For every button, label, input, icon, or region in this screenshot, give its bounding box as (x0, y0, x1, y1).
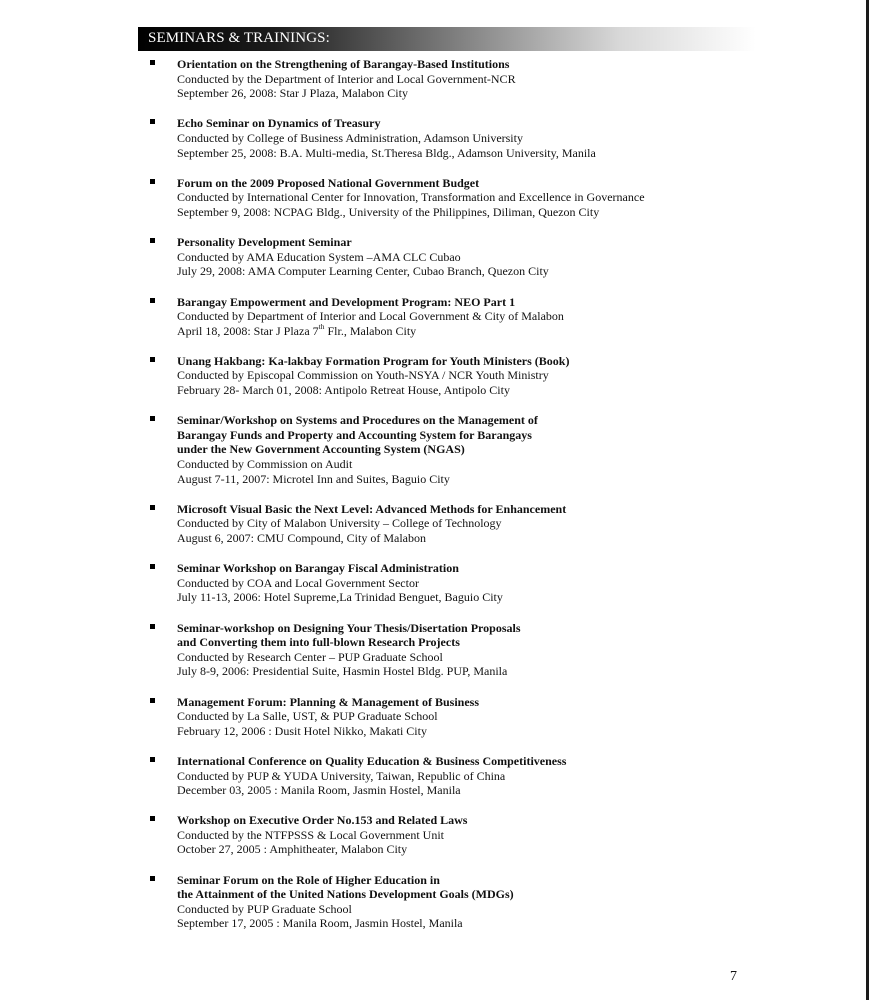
list-item (0, 873, 860, 931)
bullet-icon (150, 816, 155, 821)
list-item (0, 695, 860, 739)
bullet-icon (150, 119, 155, 124)
list-item (0, 57, 860, 101)
entry-conducted-by: Conducted by College of Business Administration, Adamson University (177, 130, 523, 145)
entry-title: Seminar Workshop on Barangay Fiscal Administration (177, 561, 459, 576)
entry-title: Seminar/Workshop on Systems and Procedures on the Management of (177, 413, 538, 428)
entry-date-venue: February 28- March 01, 2008: Antipolo Retreat House, Antipolo City (177, 383, 510, 398)
list-item (0, 621, 860, 679)
date-venue-main: April 18, 2008: Star J Plaza 7 (177, 323, 319, 338)
entry-conducted-by: Conducted by Research Center – PUP Graduate School (177, 649, 443, 664)
entry-title: Forum on the 2009 Proposed National Government Budget (177, 175, 480, 190)
entry-date-venue: October 27, 2005 : Amphitheater, Malabon City (177, 842, 408, 857)
entry-conducted-by: Conducted by COA and Local Government Sector (177, 575, 419, 590)
entry-title: Barangay Funds and Property and Accounting System for Barangays (177, 427, 532, 442)
list-item (0, 502, 860, 546)
entry-title: Unang Hakbang: Ka-lakbay Formation Program for Youth Ministers (Book) (177, 353, 570, 368)
entry-title: Microsoft Visual Basic the Next Level: Advanced Methods for Enhancement (177, 501, 567, 516)
entry-conducted-by: Conducted by the NTFPSSS & Local Government Unit (177, 827, 444, 842)
entry-date-venue: July 8-9, 2006: Presidential Suite, Hasmin Hostel Bldg. PUP, Manila (177, 664, 508, 679)
list-item (0, 813, 860, 857)
entry-conducted-by: Conducted by AMA Education System –AMA CLC Cubao (177, 249, 461, 264)
entry-date-venue: September 9, 2008: NCPAG Bldg., University of the Philippines, Diliman, Quezon City (177, 204, 600, 219)
entry-date-venue (177, 321, 860, 339)
list-item (0, 754, 860, 798)
list-item (0, 413, 860, 486)
entry-date-venue: September 17, 2005 : Manila Room, Jasmin Hostel, Manila (177, 916, 463, 931)
list-item (0, 176, 860, 220)
entry-date-venue: December 03, 2005 : Manila Room, Jasmin Hostel, Manila (177, 783, 461, 798)
bullet-icon (150, 357, 155, 362)
list-item (0, 116, 860, 160)
entry-conducted-by: Conducted by City of Malabon University – College of Technology (177, 516, 502, 531)
entry-title: Echo Seminar on Dynamics of Treasury (177, 116, 381, 131)
entry-conducted-by: Conducted by the Department of Interior and Local Government-NCR (177, 71, 516, 86)
date-venue-rest: Flr., Malabon City (324, 323, 417, 338)
bullet-icon (150, 757, 155, 762)
section-title: SEMINARS & TRAININGS: (148, 30, 330, 46)
list-item (0, 235, 860, 279)
bullet-icon (150, 416, 155, 421)
entry-title: Seminar-workshop on Designing Your Thesis/Disertation Proposals (177, 620, 521, 635)
bullet-icon (150, 298, 155, 303)
entry-title: Management Forum: Planning & Management of Business (177, 694, 479, 709)
entry-date-venue: August 6, 2007: CMU Compound, City of Malabon (177, 531, 427, 545)
bullet-icon (150, 505, 155, 510)
entry-date-venue: August 7-11, 2007: Microtel Inn and Suites, Baguio City (177, 471, 450, 486)
bullet-icon (150, 238, 155, 243)
bullet-icon (150, 698, 155, 703)
bullet-icon (150, 179, 155, 184)
bullet-icon (150, 564, 155, 569)
entry-title: and Converting them into full-blown Research Projects (177, 635, 460, 650)
entry-date-venue: September 26, 2008: Star J Plaza, Malabon City (177, 86, 408, 101)
entry-date-venue: July 11-13, 2006: Hotel Supreme,La Trinidad Benguet, Baguio City (177, 590, 503, 605)
entry-title: International Conference on Quality Education & Business Competitiveness (177, 753, 567, 768)
list-item (0, 295, 860, 339)
entry-date-venue: September 25, 2008: B.A. Multi-media, St.Theresa Bldg., Adamson University, Manila (177, 145, 596, 160)
ordinal-suffix: th (318, 321, 325, 331)
page-edge-gap (869, 930, 874, 1000)
entry-date-venue: February 12, 2006 : Dusit Hotel Nikko, Makati City (177, 723, 427, 738)
entry-conducted-by: Conducted by Department of Interior and Local Government & City of Malabon (177, 309, 564, 324)
bullet-icon (150, 60, 155, 65)
entry-title: the Attainment of the United Nations Development Goals (MDGs) (177, 887, 514, 902)
entry-title: Orientation on the Strengthening of Barangay-Based Institutions (177, 57, 510, 71)
entry-conducted-by: Conducted by La Salle, UST, & PUP Graduate School (177, 709, 438, 724)
list-item (0, 354, 860, 398)
entry-conducted-by: Conducted by International Center for Innovation, Transformation and Excellence in Governance (177, 190, 645, 205)
entry-conducted-by: Conducted by PUP & YUDA University, Taiwan, Republic of China (177, 768, 506, 783)
entry-title: Workshop on Executive Order No.153 and Related Laws (177, 813, 468, 828)
page-number: 7 (730, 969, 737, 984)
entry-title: under the New Government Accounting System (NGAS) (177, 442, 465, 457)
bullet-icon (150, 624, 155, 629)
bullet-icon (150, 876, 155, 881)
entry-conducted-by: Conducted by PUP Graduate School (177, 901, 352, 916)
seminar-list (0, 57, 860, 947)
entry-conducted-by: Conducted by Episcopal Commission on Youth-NSYA / NCR Youth Ministry (177, 368, 549, 383)
entry-conducted-by: Conducted by Commission on Audit (177, 457, 353, 472)
entry-date-venue: July 29, 2008: AMA Computer Learning Center, Cubao Branch, Quezon City (177, 264, 549, 279)
entry-title: Personality Development Seminar (177, 235, 352, 250)
list-item (0, 561, 860, 605)
page-edge (866, 0, 869, 1000)
section-header-bar (138, 27, 756, 51)
entry-title: Barangay Empowerment and Development Program: NEO Part 1 (177, 294, 516, 309)
entry-title: Seminar Forum on the Role of Higher Education in (177, 872, 440, 887)
